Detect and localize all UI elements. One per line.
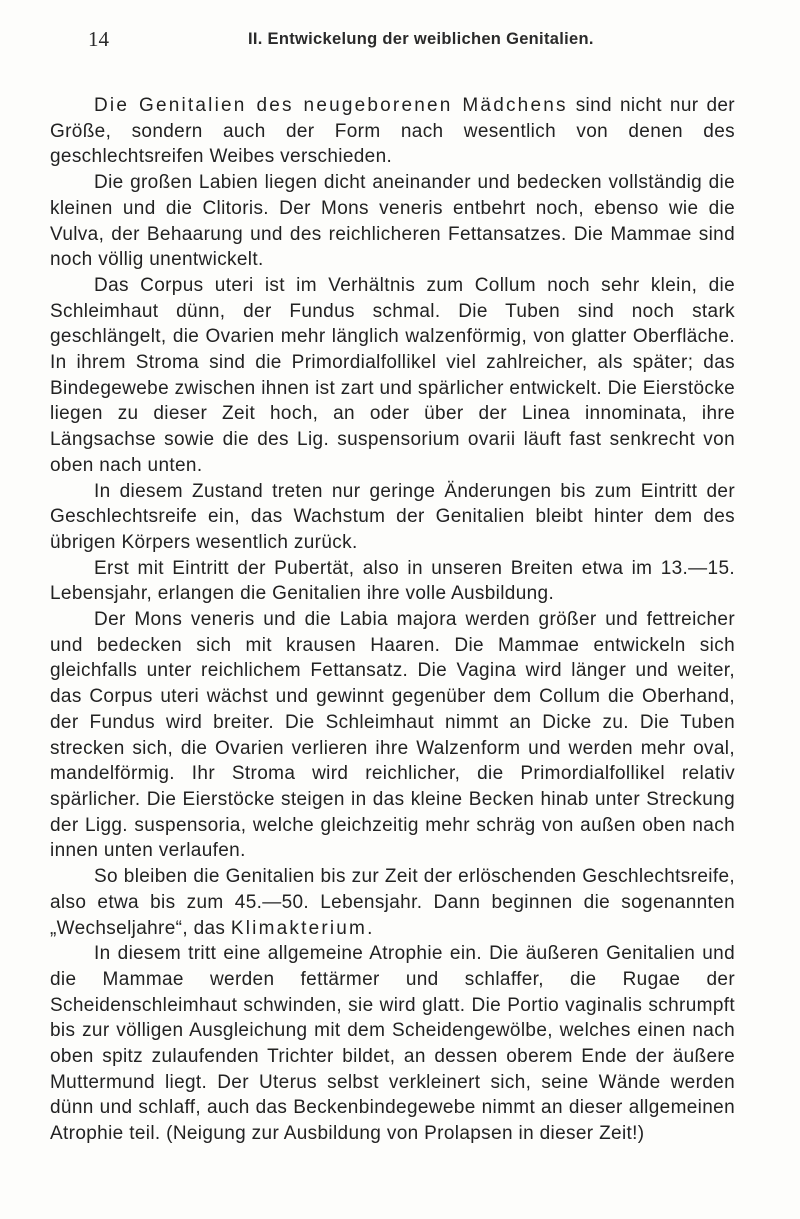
paragraph-8: In diesem tritt eine allgemeine Atrophie ein. Die äußeren Genitalien und die Mammae werden fettärmer und schlaffer, die Rugae der Scheidenschleimhaut schwinden, sie wird glatt. Die Portio vaginalis schrumpft bis zur völligen Ausgleichung mit dem Scheidengewölbe, welches einen nach oben spitz zulaufenden Trichter bildet, an dessen oberem Ende der äußere Muttermund liegt. Der Uterus selbst verkleinert sich, seine Wände werden dünn und schlaff, auch das Beckenbindegewebe nimmt an dieser allgemeinen Atrophie teil. (Neigung zur Ausbildung von Prolapsen in dieser Zeit!) xyxy=(50,943,735,1145)
emphasized-term: Klimakterium xyxy=(230,917,368,939)
paragraph-1 xyxy=(50,93,735,170)
paragraph-4: In diesem Zustand treten nur geringe Änderungen bis zum Eintritt der Geschlechtsreife ein, das Wachstum der Genitalien bleibt hinter dem des übrigen Körpers wesentlich zurück. xyxy=(50,480,735,553)
paragraph-2: Die großen Labien liegen dicht aneinander und bedecken vollständig die kleinen und die Clitoris. Der Mons veneris entbehrt noch, ebenso wie die Vulva, der Behaarung und des reichlicheren Fettansatzes. Die Mammae sind noch völlig unentwickelt. xyxy=(50,172,735,271)
running-head: II. Entwickelung der weiblichen Genitalien. xyxy=(248,30,594,48)
paragraph-text: So bleiben die Genitalien bis zur Zeit der erlöschenden Geschlechtsreife, also etwa bis zum 45.—50. Lebensjahr. Dann beginnen die sogenannten „Wechseljahre“, das xyxy=(50,866,735,939)
paragraph-text: sind nicht nur der Größe, sondern auch der Form nach wesentlich von denen des geschlechtsreifen Weibes verschieden. xyxy=(50,95,735,168)
emphasized-lead: Die Genitalien des neugeborenen Mädchens xyxy=(94,95,568,116)
paragraph-6: Der Mons veneris und die Labia majora werden größer und fettreicher und bedecken sich mit krausen Haaren. Die Mammae entwickeln sich gleichfalls unter reichlichem Fettansatz. Die Vagina wird länger und weiter, das Corpus uteri wächst und gewinnt gegenüber dem Collum die Oberhand, der Fundus wird breiter. Die Schleimhaut nimmt an Dicke zu. Die Tuben strecken sich, die Ovarien verlieren ihre Walzenform und werden mehr oval, mandelförmig. Ihr Stroma wird reichlicher, die Primordialfollikel relativ spärlicher. Die Eierstöcke steigen in das kleine Becken hinab unter Streckung der Ligg. suspensoria, welche gleichzeitig mehr schräg von außen oben nach innen unten verlaufen. xyxy=(50,609,735,862)
paragraph-7 xyxy=(50,864,735,941)
body-text xyxy=(50,93,735,1147)
paragraph-3: Das Corpus uteri ist im Verhältnis zum Collum noch sehr klein, die Schleimhaut dünn, der Fundus schmal. Die Tuben sind noch stark geschlängelt, die Ovarien mehr länglich walzenförmig, von glatter Oberfläche. In ihrem Stroma sind die Primordialfollikel viel zahlreicher, als später; das Bindegewebe zwischen ihnen ist zart und spärlicher entwickelt. Die Eierstöcke liegen zu dieser Zeit hoch, an oder über der Linea innominata, ihre Längsachse sowie die des Lig. suspensorium ovarii läuft fast senkrecht von oben nach unten. xyxy=(50,274,735,476)
page-header xyxy=(88,26,728,56)
paragraph-5: Erst mit Eintritt der Pubertät, also in unseren Breiten etwa im 13.—15. Lebensjahr, erlangen die Genitalien ihre volle Ausbildung. xyxy=(50,557,735,605)
paragraph-tail: . xyxy=(367,917,373,939)
page-number: 14 xyxy=(88,27,109,51)
